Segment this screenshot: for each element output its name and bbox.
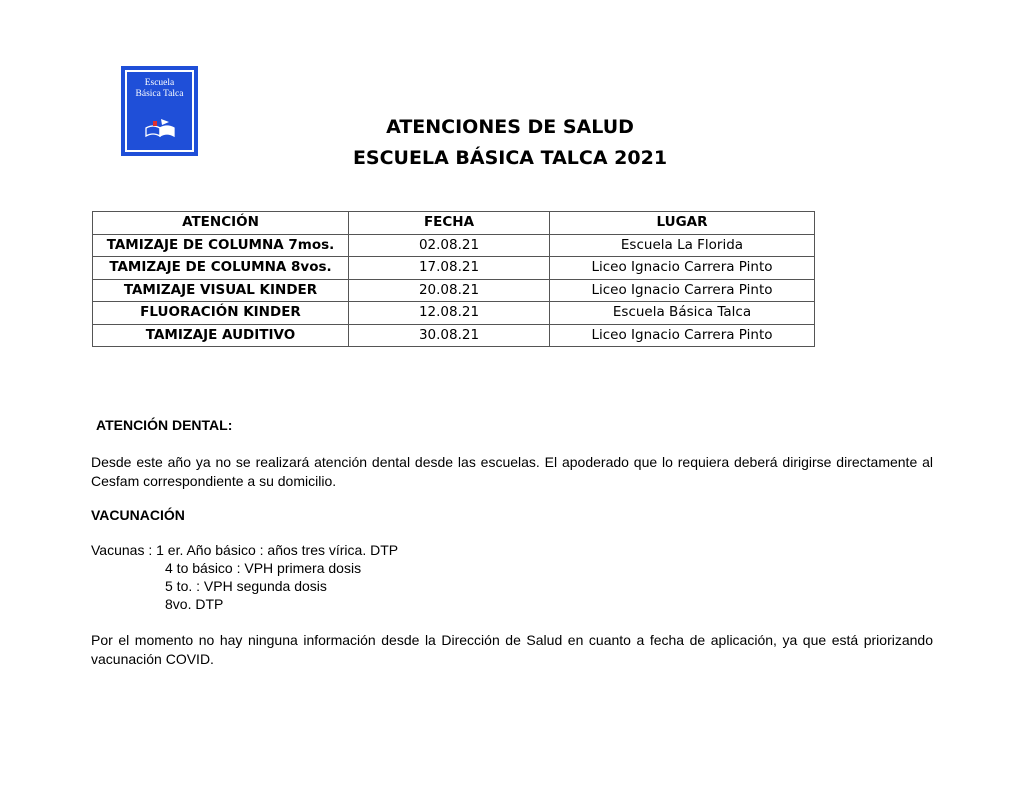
dental-heading: ATENCIÓN DENTAL: bbox=[96, 417, 233, 433]
vaccine-line: 5 to. : VPH segunda dosis bbox=[165, 578, 327, 594]
table-row bbox=[93, 279, 815, 302]
table-row bbox=[93, 302, 815, 325]
page-title-line2: ESCUELA BÁSICA TALCA 2021 bbox=[352, 147, 668, 169]
cell-fecha: 20.08.21 bbox=[349, 279, 550, 302]
vaccine-line: 8vo. DTP bbox=[165, 596, 224, 612]
cell-lugar: Escuela La Florida bbox=[550, 234, 815, 257]
school-logo bbox=[121, 66, 198, 156]
table-row bbox=[93, 257, 815, 280]
cell-atencion: TAMIZAJE DE COLUMNA 8vos. bbox=[93, 257, 349, 280]
table-row bbox=[93, 234, 815, 257]
cell-lugar: Escuela Básica Talca bbox=[550, 302, 815, 325]
column-header-fecha: FECHA bbox=[349, 212, 550, 235]
cell-atencion: FLUORACIÓN KINDER bbox=[93, 302, 349, 325]
cell-fecha: 30.08.21 bbox=[349, 324, 550, 347]
logo-text-line1: Escuela bbox=[144, 78, 175, 88]
cell-lugar: Liceo Ignacio Carrera Pinto bbox=[550, 257, 815, 280]
logo-frame bbox=[125, 70, 194, 152]
health-schedule-table bbox=[92, 211, 815, 347]
vaccine-line: 4 to básico : VPH primera dosis bbox=[165, 560, 362, 576]
cell-lugar: Liceo Ignacio Carrera Pinto bbox=[550, 324, 815, 347]
cell-lugar: Liceo Ignacio Carrera Pinto bbox=[550, 279, 815, 302]
vaccination-note: Por el momento no hay ninguna información desde la Dirección de Salud en cuanto a fecha de aplicación, ya que está priorizando vacunación COVID. bbox=[91, 632, 933, 667]
table-header-row bbox=[93, 212, 815, 235]
page-title-line1: ATENCIONES DE SALUD bbox=[386, 116, 634, 138]
column-header-lugar: LUGAR bbox=[550, 212, 815, 235]
cell-atencion: TAMIZAJE VISUAL KINDER bbox=[93, 279, 349, 302]
vaccination-heading: VACUNACIÓN bbox=[91, 507, 185, 523]
column-header-atencion: ATENCIÓN bbox=[93, 212, 349, 235]
cell-fecha: 17.08.21 bbox=[349, 257, 550, 280]
logo-text-line2: Básica Talca bbox=[135, 89, 184, 99]
book-emblem-icon bbox=[140, 116, 180, 138]
cell-fecha: 12.08.21 bbox=[349, 302, 550, 325]
cell-fecha: 02.08.21 bbox=[349, 234, 550, 257]
cell-atencion: TAMIZAJE AUDITIVO bbox=[93, 324, 349, 347]
vaccine-line: Vacunas : 1 er. Año básico : años tres vírica. DTP bbox=[91, 542, 399, 558]
dental-paragraph: Desde este año ya no se realizará atención dental desde las escuelas. El apoderado que lo requiera deberá dirigirse directamente al Cesfam correspondiente a su domicilio. bbox=[91, 454, 933, 489]
table-row bbox=[93, 324, 815, 347]
cell-atencion: TAMIZAJE DE COLUMNA 7mos. bbox=[93, 234, 349, 257]
